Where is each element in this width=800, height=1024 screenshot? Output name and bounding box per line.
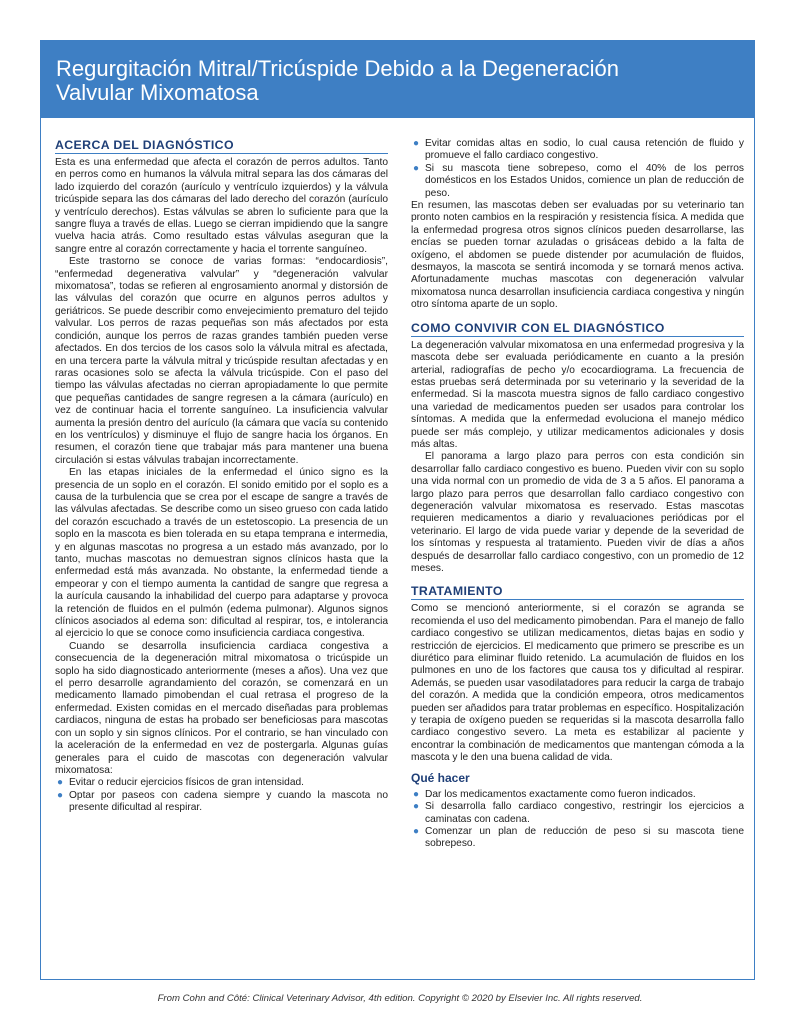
- title-banner: [40, 40, 755, 118]
- paragraph-living-2: El panorama a largo plazo para perros con esta condición sin desarrollar fallo cardiaco congestivo es bueno. Pueden vivir con su soplo una vida normal con un promedio de vida de 3 a 5 años. El panorama a largo plazo para perros que desarrollan fallo cardiaco congestivo con degeneración valvular mixomatosa es reservado. Estas mascotas requieren medicamentos a diario y revaluaciones periódicas por el veterinario. El largo de vida puede variar y depende de la severidad de los síntomas y respuesta al tratamiento. Pueden vivir de días a años después de desarrollar fallo cardiaco congestivo, con un promedio de 12 meses.: [411, 451, 744, 574]
- bullet-icon: ●: [413, 138, 420, 149]
- bullet-icon: ●: [413, 801, 420, 813]
- subheading-what-to-do: Qué hacer: [411, 770, 470, 785]
- bullet-icon: ●: [57, 777, 64, 789]
- copyright-footer: From Cohn and Côté: Clinical Veterinary Advisor, 4th edition. Copyright © 2020 by Elsevier Inc. All rights reserved.: [157, 993, 643, 1004]
- left-column: [55, 138, 388, 815]
- list-item: ● Evitar o reducir ejercicios físicos de gran intensidad.: [57, 777, 304, 789]
- list-item: ● Optar por paseos con cadena siempre y cuando la mascota no presente dificultad al respirar.: [57, 789, 388, 814]
- list-item: ● Evitar comidas altas en sodio, lo cual causa retención de fluido y promueve el fallo cardiaco congestivo.: [413, 138, 744, 162]
- paragraph-summary: En resumen, las mascotas deben ser evaluadas por su veterinario tan pronto noten cambios en la respiración y resistencia física. A medida que la enfermedad progresa otros signos clínicos pueden desarrollarse, las encías se pueden tornar azuladas o grisáceas debido a la falta de oxígeno, el abdomen se puede distender por acumulación de fluidos, desmayos, la mascota se sentirá incomoda y se tornará menos activa. Afortunadamente muchas mascotas con degeneración valvular mixomatosa nunca desarrollan insuficiencia cardiaca congestiva y ningún otro síntoma aparte de un soplo.: [411, 200, 744, 311]
- care-guidelines-list: [55, 777, 388, 814]
- bullet-icon: ●: [413, 825, 420, 837]
- paragraph-treatment: Como se mencionó anteriormente, si el corazón se agranda se recomienda el uso del medicamento pimobendan. Para el manejo de fallo cardiaco congestivo se utilizan medicamentos, dietas bajas en sodio y restricción de ejercicios. El medicamento que primero se prescribe es un diurético para eliminar fluido retenido. La acumulación de fluidos en los pulmones en uno de los factores que causa tos y dificultad al respirar. Además, se pueden usar vasodilatadores para reducir la carga de trabajo del corazón. A medida que la condición empeora, otros medicamentos pueden ser añadidos para tratar problemas en específico. Hospitalización y terapia de oxígeno pueden se requeridas si la mascota desarrolla fallo cardiaco congestivo severo. La meta es estabilizar al paciente y encontrar la combinación de medicamentos que mantengan cómoda a la mascota y le den una buena calidad de vida.: [411, 603, 744, 764]
- bullet-icon: ●: [413, 788, 420, 800]
- page-title-line-2: Valvular Mixomatosa: [56, 80, 259, 105]
- paragraph-about-3: En las etapas iniciales de la enfermedad el único signo es la presencia de un soplo en el corazón. El sonido emitido por el soplo es a causa de la turbulencia que se crea por el escape de sangre a través de las válvulas afectadas. Se describe como un siseo grueso con cada latido del corazón escuchado a través de un estetoscopio. La presencia de un soplo en la mascota es bien tolerada en su etapa temprana e intermedia, y en algunas mascotas no progresa a un estado más avanzado, por lo tanto, muchas mascotas no demuestran signos clínicos hasta que la enfermedad está más avanzada. No obstante, la enfermedad tiende a empeorar y con el tiempo aumenta la cantidad de sangre que regresa a la aurícula causando la inhabilidad del cuerpo para adaptarse y provoca la retención de fluidos en el pulmón (edema pulmonar). Algunos signos clínicos asociados al edema son: dificultad al respirar, tos, e intolerancia al ejercicio lo que se conoce como insuficiencia cardiaca congestiva.: [55, 467, 388, 640]
- bullet-icon: ●: [57, 789, 64, 801]
- what-to-do-list: [411, 789, 744, 851]
- care-guidelines-list-continued: [411, 138, 744, 200]
- section-heading-living: COMO CONVIVIR CON EL DIAGNÓSTICO: [411, 321, 744, 337]
- right-column: [411, 138, 744, 851]
- list-item: ● Si desarrolla fallo cardiaco congestivo, restringir los ejercicios a caminatas con cadena.: [413, 801, 744, 825]
- list-item: ● Comenzar un plan de reducción de peso si su mascota tiene sobrepeso.: [413, 825, 744, 850]
- list-item: ● Dar los medicamentos exactamente como fueron indicados.: [413, 788, 696, 800]
- section-heading-about: ACERCA DEL DIAGNÓSTICO: [55, 138, 388, 154]
- list-item: ● Si su mascota tiene sobrepeso, como el 40% de los perros domésticos en los Estados Unidos, comience un plan de reducción de peso.: [413, 162, 744, 199]
- page-title-line-1: Regurgitación Mitral/Tricúspide Debido a la Degeneración: [56, 56, 619, 81]
- paragraph-about-4: Cuando se desarrolla insuficiencia cardiaca congestiva a consecuencia de la degeneración mitral mixomatosa o tricúspide un soplo ha sido diagnosticado anteriormente (meses a años). Una vez que el perro desarrolle agrandamiento del corazón, se comenzará en un medicamento llamado pimobendan el cual retrasa el progreso de la enfermedad. Existen comidas en el mercado diseñadas para problemas cardiacos, ninguna de estas ha probado ser beneficiosas para mascotas con un soplo y sin signos clínicos. Por el contrario, se han vinculado con la aceleración de la enfermedad en vez de postergarla. Algunas guías generales para el cuido de mascotas con degeneración valvular mixomatosa:: [55, 640, 388, 776]
- paragraph-about-1: Esta es una enfermedad que afecta el corazón de perros adultos. Tanto en perros como en humanos la válvula mitral separa las dos cámaras del lado izquierdo del corazón (aurículo y ventrículo izquierdos) y la válvula tricúspide separa las dos cámaras del lado derecho del corazón (aurículo y ventrículo derechos). Estas válvulas se abren lo suficiente para que la sangre fluya a través de ellas. Luego se cierran impidiendo que la sangre vuelva hacia atrás. Como resultado estas válvulas aseguran que la sangre entre al corazón correctamente y hacia el torrente sanguíneo.: [55, 157, 388, 255]
- bullet-icon: ●: [413, 162, 420, 174]
- paragraph-about-2: Este trastorno se conoce de varias formas: “endocardiosis”, “enfermedad degenerativa valvular” y “degeneración valvular mixomatosa”, todas se refieren al engrosamiento anormal y distorsión de las válvulas del corazón que ocurre en algunos perros adultos y geriátricos. Se puede describir como envejecimiento prematuro del tejido valvular. Los perros de razas pequeñas son más afectados por esta condición, aunque los perros de razas grandes también pueden verse afectados. En dos tercios de los casos solo la válvula mitral es afectada, en una tercera parte la válvula mitral y tricúspide resultan afectadas y en raras ocasiones solo se afecta la válvula tricúspide. Con el paso del tiempo las válvulas afectadas no cierran apropiadamente lo que permite que pequeñas cantidades de sangre regresen a la cámara (aurículo) en vez de continuar hacia el torrente sanguíneo. La insuficiencia valvular aumenta la presión dentro del aurículo (la cámara que vacía su contenido en los ventrículos) y disminuye el flujo de sangre hacia los órganos. En resumen, el corazón tiene que trabajar más para mantener una buena circulación si estas válvulas trabajan incorrectamente.: [55, 256, 388, 466]
- paragraph-living-1: La degeneración valvular mixomatosa en una enfermedad progresiva y la mascota debe ser evaluada periódicamente en cuanto a la presión arterial, radiografías de pecho y/o ecocardiograma. La frecuencia de estas pruebas será determinada por su veterinario y la severidad de la enfermedad. Si la mascota muestra signos de fallo cardiaco congestivo una variedad de medicamentos pueden ser usados para controlar los síntomas. A medida que la enfermedad evoluciona el manejo médico puede ser más complejo, y utilizar medicamentos adicionales y dosis más altas.: [411, 339, 744, 450]
- section-heading-treatment: TRATAMIENTO: [411, 584, 744, 600]
